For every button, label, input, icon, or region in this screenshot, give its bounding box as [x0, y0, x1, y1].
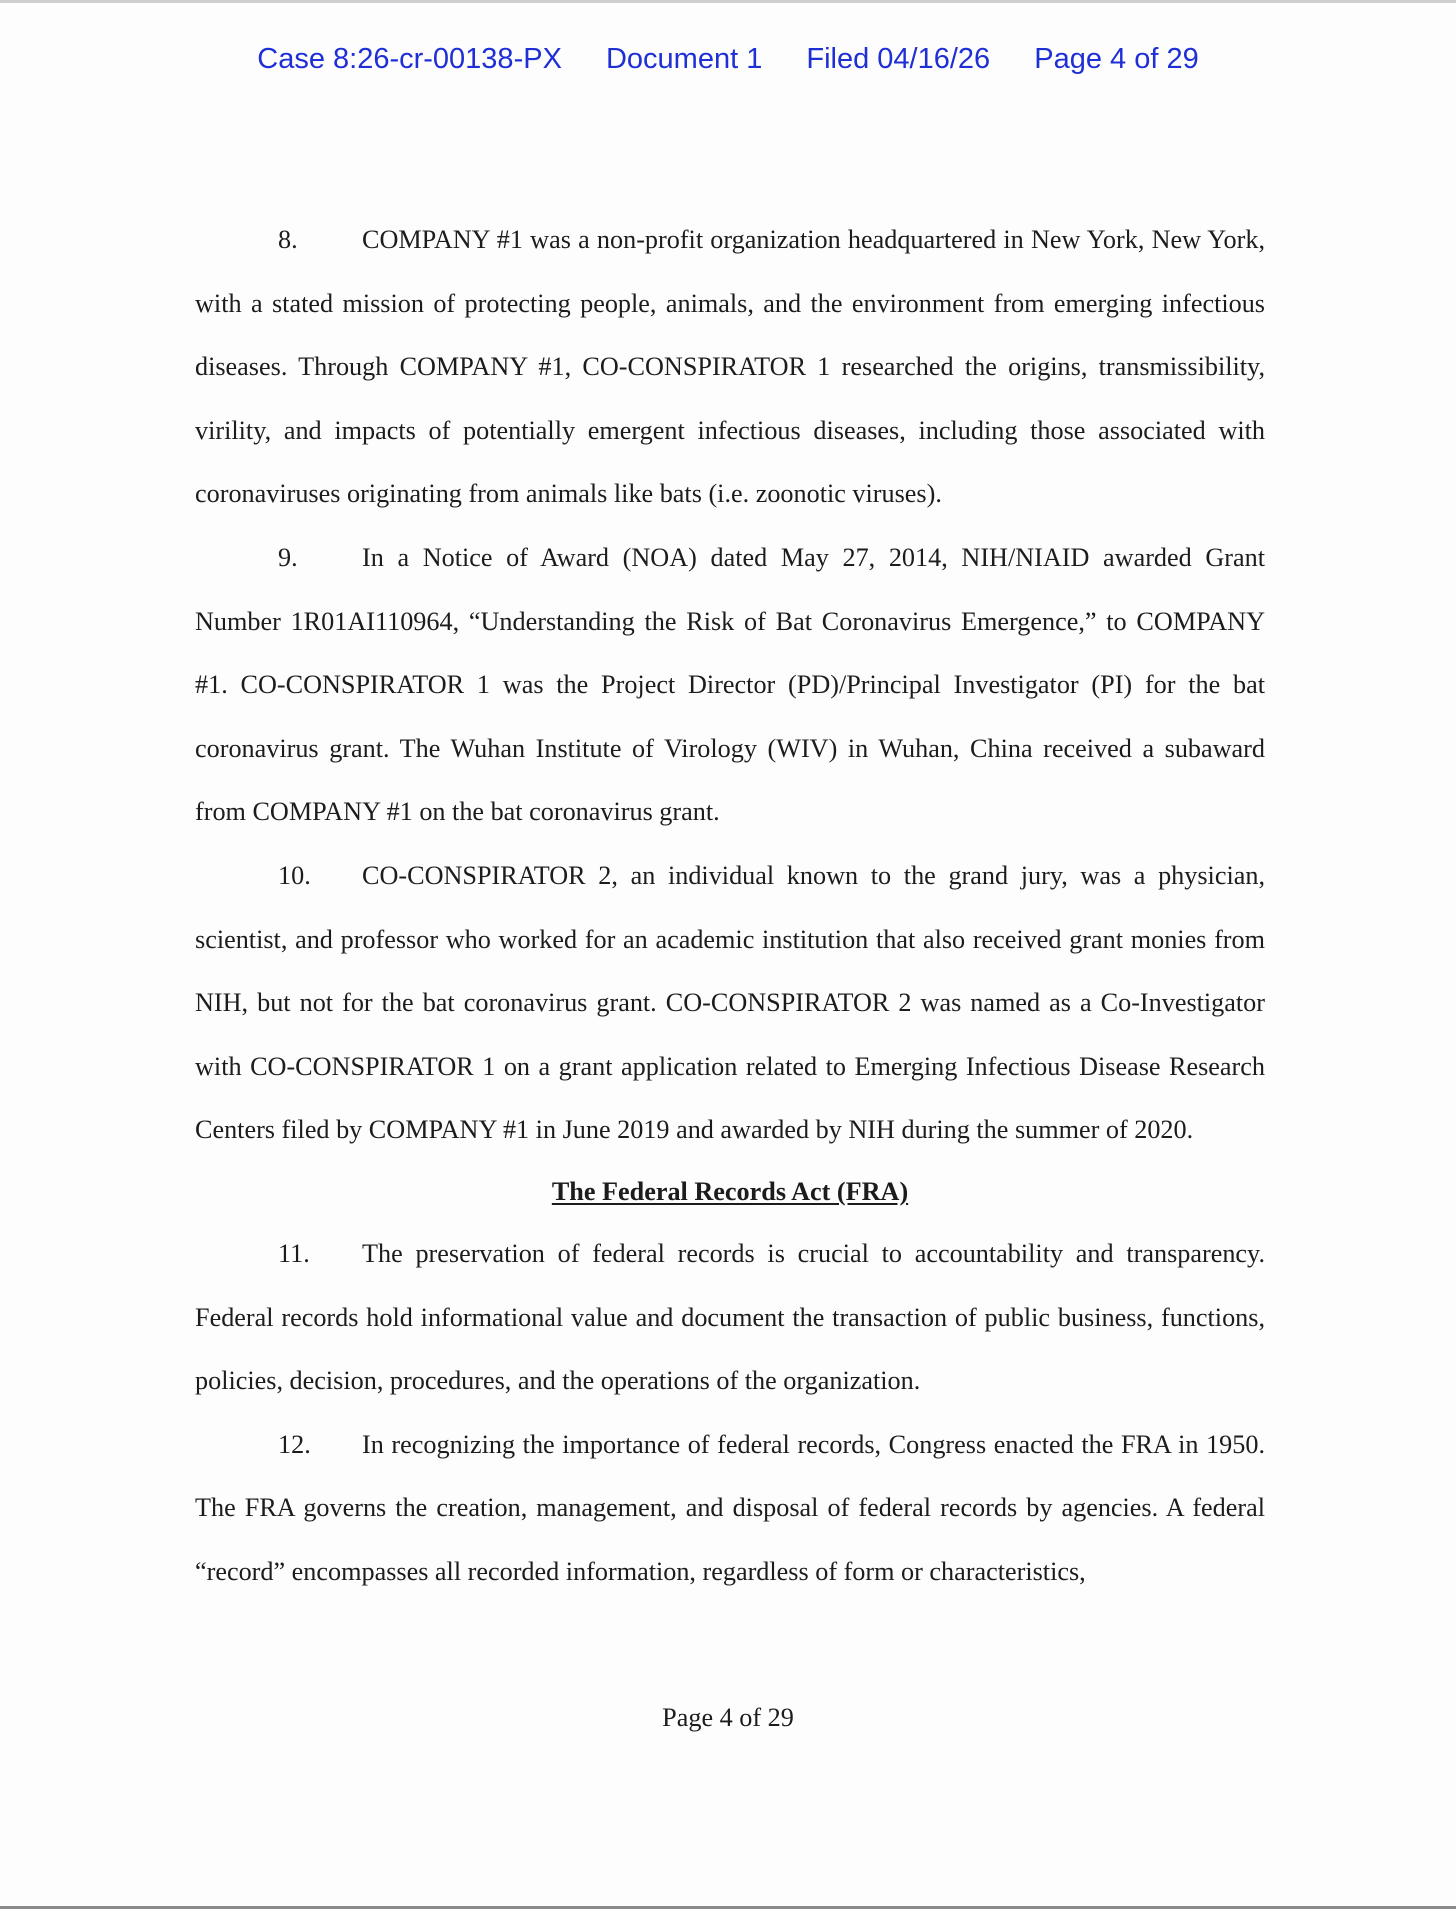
paragraph-8: [195, 208, 1265, 526]
paragraph-9: [195, 526, 1265, 844]
paragraph-text: In recognizing the importance of federal records, Congress enacted the FRA in 1950. The FRA governs the creation, management, and disposal of federal records by agencies. A federal “record” encompasses all recorded information, regardless of form or characteristics,: [195, 1429, 1265, 1586]
paragraph-number: 11.: [278, 1238, 310, 1268]
paragraph-text: The preservation of federal records is crucial to accountability and transparency. Federal records hold informational value and document the transaction of public business, functions, policies, decision, procedures, and the operations of the organization.: [195, 1238, 1265, 1396]
paragraph-text: COMPANY #1 was a non-profit organization headquartered in New York, New York, with a stated mission of protecting people, animals, and the environment from emerging infectious diseases. Through COMPANY #1, CO-CONSPIRATOR 1 researched the origins, transmissibility, virility, and impacts of potentially emergent infectious diseases, including those associated with coronaviruses originating from animals like bats (i.e. zoonotic viruses).: [195, 225, 1265, 509]
ecf-filing-header: [0, 43, 1456, 76]
paragraph-number: 9.: [278, 542, 298, 572]
document-body: [195, 208, 1265, 1603]
paragraph-number: 12.: [278, 1429, 311, 1459]
document-number: Document 1: [605, 43, 763, 75]
paragraph-12: [195, 1413, 1265, 1604]
section-heading: The Federal Records Act (FRA): [551, 1176, 909, 1206]
footer-page-number: Page 4 of 29: [662, 1703, 794, 1732]
paragraph-text: In a Notice of Award (NOA) dated May 27, 2014, NIH/NIAID awarded Grant Number 1R01AI110964, “Understanding the Risk of Bat Coronavirus Emergence,” to COMPANY #1. CO-CONSPIRATOR 1 was the Project Director (PD)/Principal Investigator (PI) for the bat coronavirus grant. The Wuhan Institute of Virology (WIV) in Wuhan, China received a subaward from COMPANY #1 on the bat coronavirus grant.: [195, 542, 1265, 827]
paragraph-number: 10.: [278, 860, 311, 890]
paragraph-11: [195, 1222, 1265, 1413]
paragraph-10: [195, 844, 1265, 1162]
header-page-number: Page 4 of 29: [1034, 43, 1199, 75]
filed-date: Filed 04/16/26: [806, 43, 991, 75]
paragraph-number: 8.: [278, 225, 298, 254]
case-number: Case 8:26-cr-00138-PX: [257, 43, 562, 75]
paragraph-text: CO-CONSPIRATOR 2, an individual known to the grand jury, was a physician, scientist, and professor who worked for an academic institution that also received grant monies from NIH, but not for the bat coronavirus grant. CO-CONSPIRATOR 2 was named as a Co-Investigator with CO-CONSPIRATOR 1 on a grant application related to Emerging Infectious Disease Research Centers filed by COMPANY #1 in June 2019 and awarded by NIH during the summer of 2020.: [195, 860, 1265, 1145]
